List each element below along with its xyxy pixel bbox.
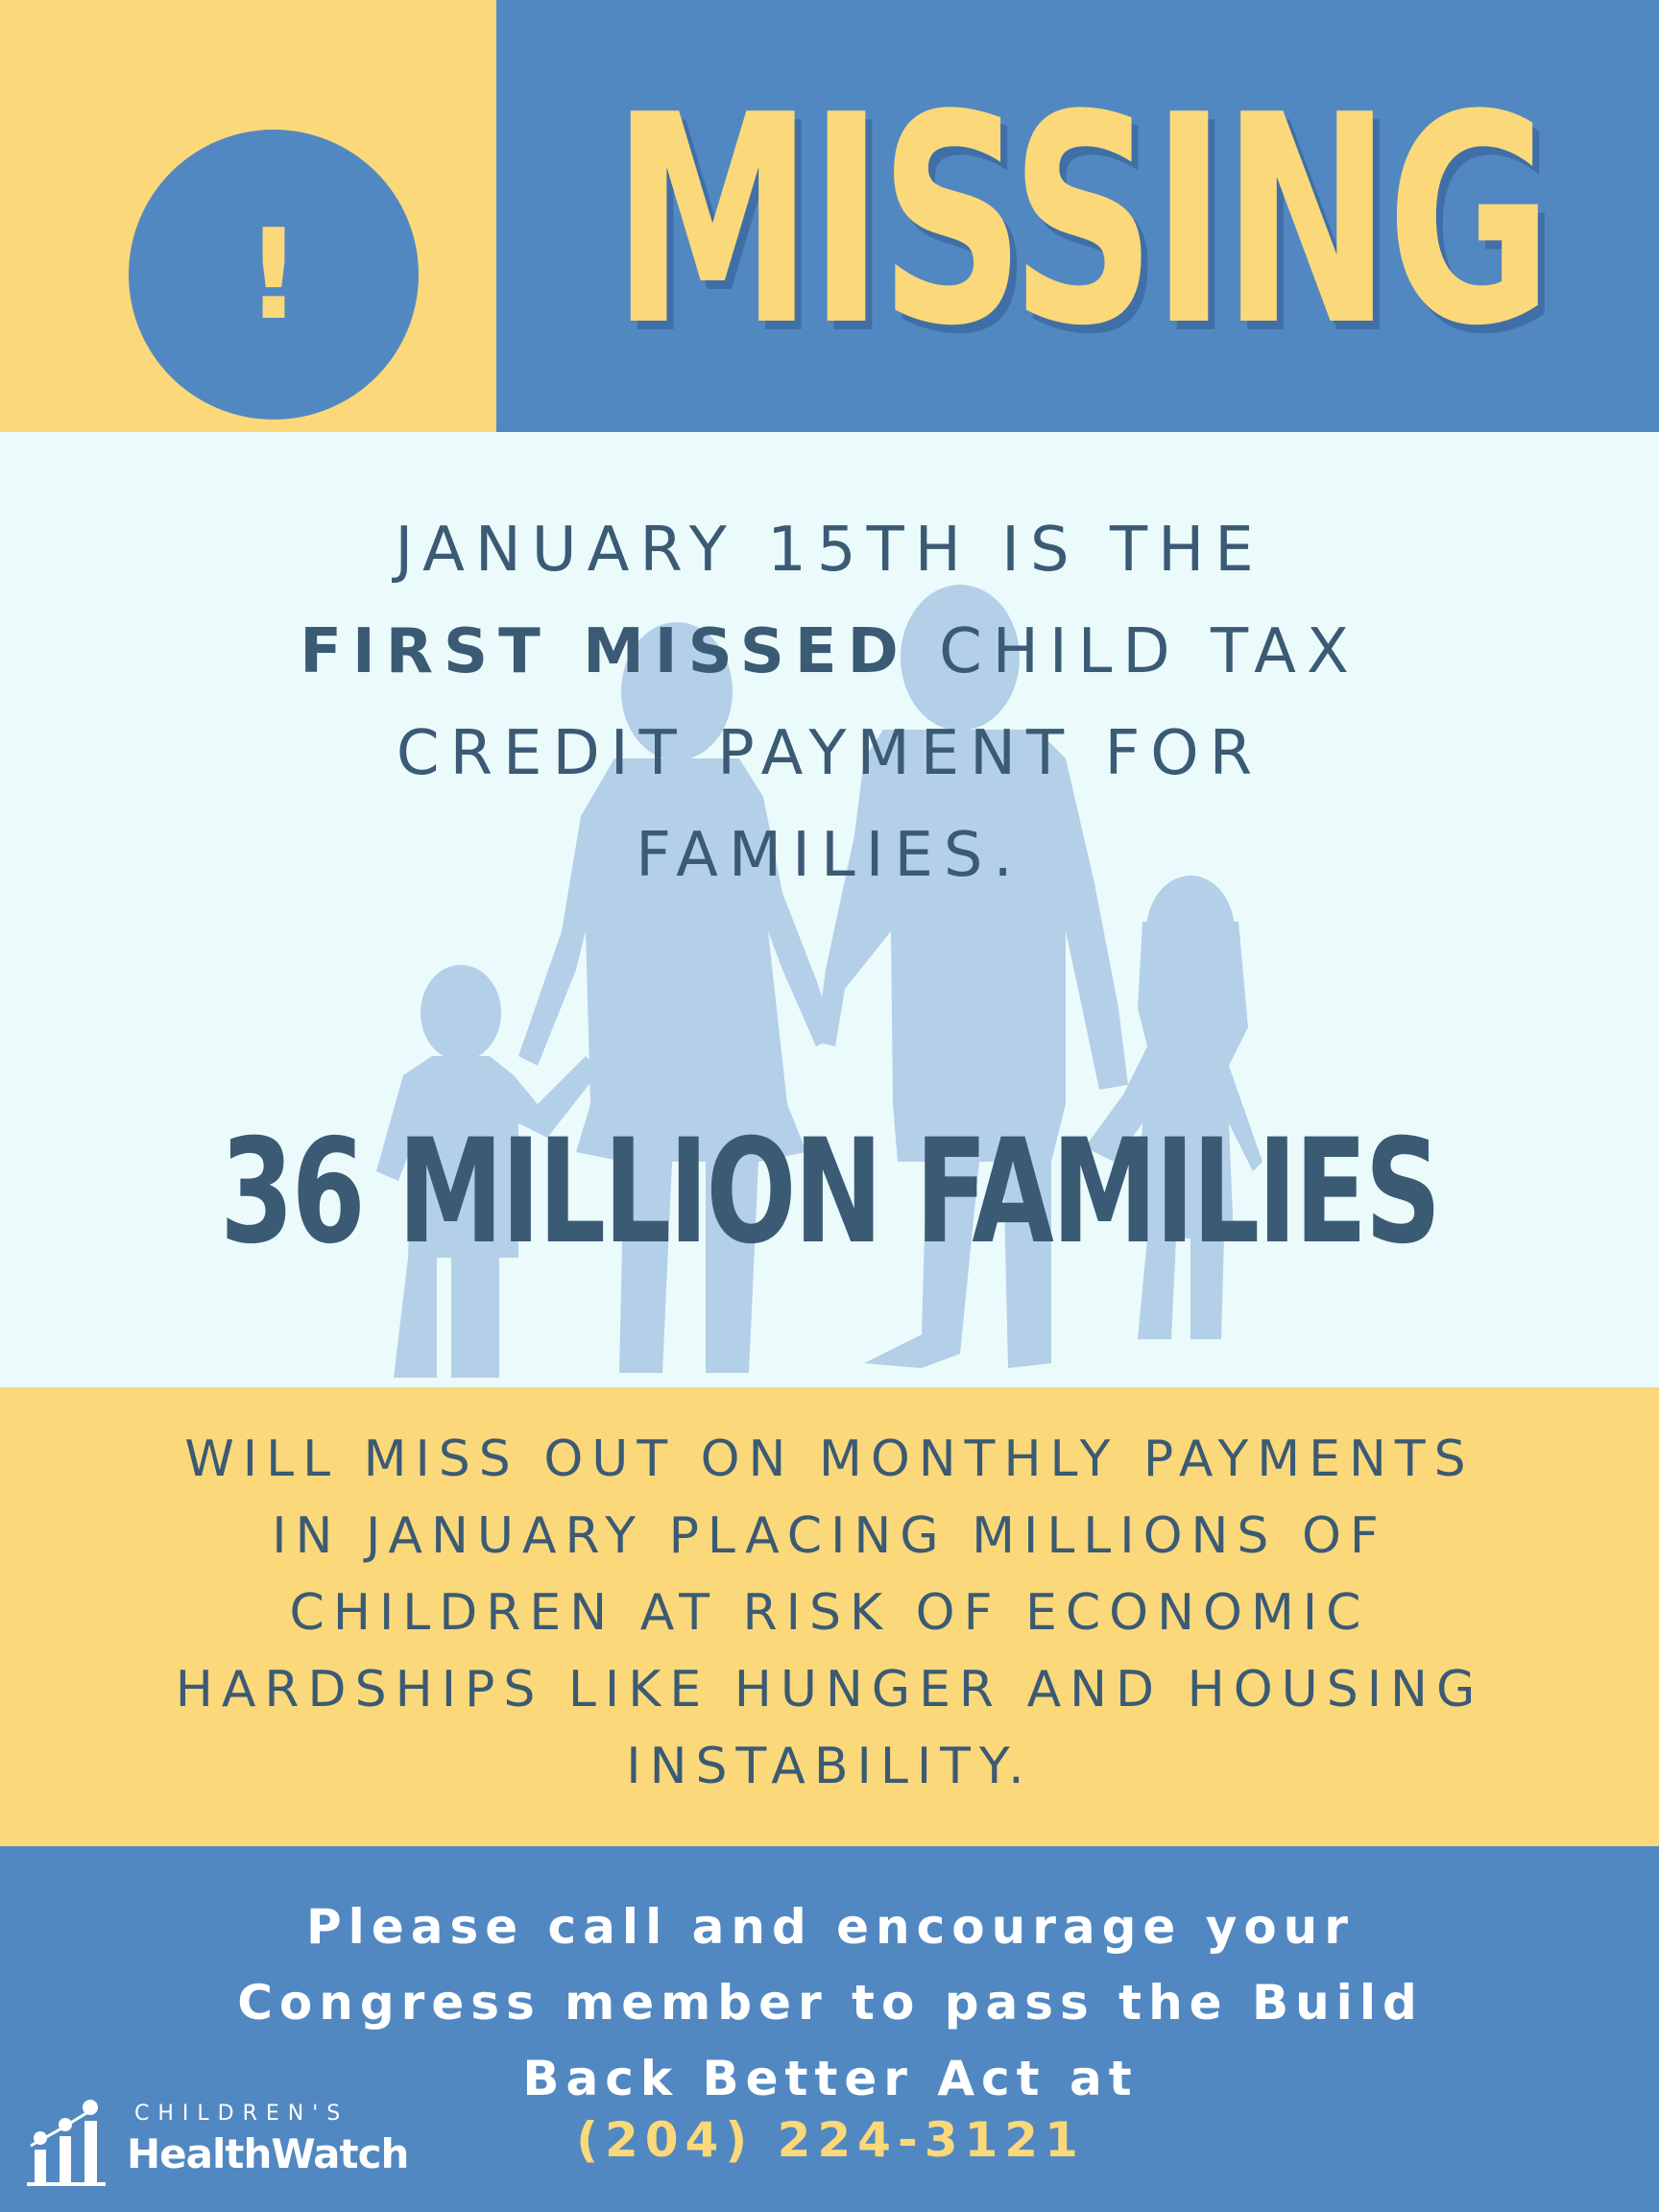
impact-line: HARDSHIPS LIKE HUNGER AND HOUSING <box>175 1661 1484 1719</box>
lead-line-3: CREDIT PAYMENT FOR <box>396 718 1263 789</box>
impact-line: INSTABILITY. <box>626 1738 1033 1795</box>
phone-number-link[interactable]: (204) 224-3121 <box>576 2112 1085 2168</box>
impact-line: WILL MISS OUT ON MONTHLY PAYMENTS <box>184 1431 1475 1488</box>
lead-line-2-rest: CHILD TAX <box>908 616 1359 687</box>
impact-text <box>38 1421 1621 1805</box>
exclamation-icon: ! <box>245 202 302 348</box>
lead-emphasis: FIRST MISSED <box>300 616 909 687</box>
cta-line: Congress member to pass the Build <box>237 1975 1424 2031</box>
impact-line: CHILDREN AT RISK OF ECONOMIC <box>289 1584 1370 1642</box>
missing-title: MISSING <box>612 53 1549 389</box>
logo-superscript: CHILDREN'S <box>134 2102 349 2126</box>
bar-chart-logo-icon <box>27 2088 123 2189</box>
call-to-action <box>125 1889 1536 2117</box>
impact-line: IN JANUARY PLACING MILLIONS OF <box>272 1507 1387 1565</box>
healthwatch-logo <box>27 2088 449 2189</box>
lead-line-2 <box>58 601 1601 703</box>
lead-text <box>58 499 1601 906</box>
logo-name: HealthWatch <box>127 2130 409 2177</box>
cta-line: Back Better Act at <box>522 2051 1139 2106</box>
lead-line-4: FAMILIES. <box>636 820 1023 891</box>
cta-line: Please call and encourage your <box>306 1899 1355 1955</box>
lead-line-1: JANUARY 15TH IS THE <box>395 515 1264 586</box>
alert-circle-icon <box>129 130 419 420</box>
families-stat: 36 MILLION FAMILIES <box>220 1109 1439 1276</box>
